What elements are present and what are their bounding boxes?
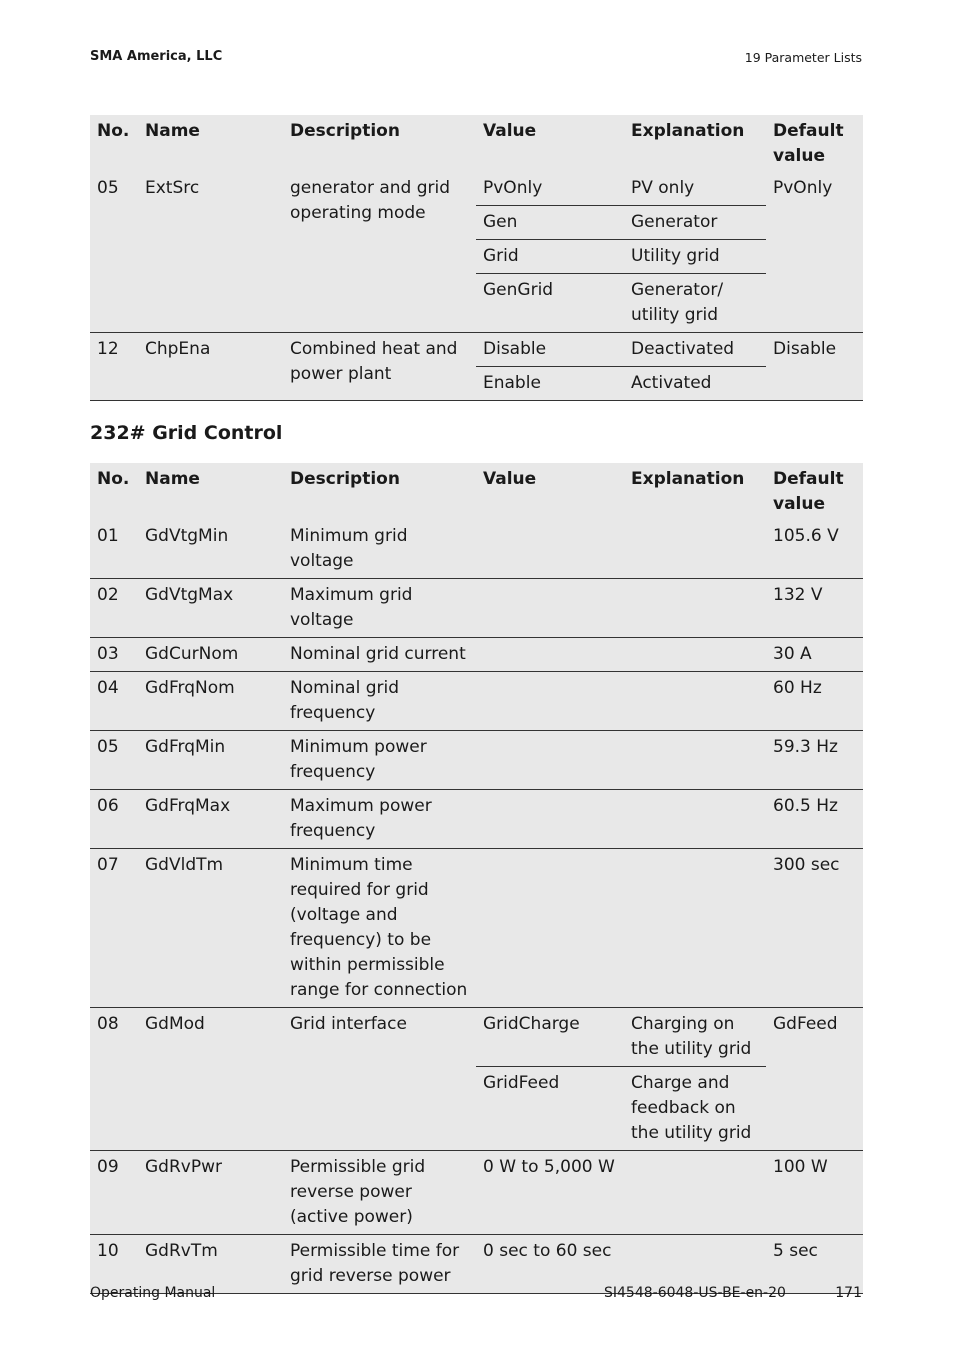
col-header-value: Value — [483, 469, 537, 489]
param-name: GdRvPwr — [138, 1151, 283, 1235]
param-explanation — [624, 638, 766, 672]
param-no: 01 — [97, 526, 119, 546]
param-value: Gen — [476, 206, 624, 240]
param-no: 05 — [90, 731, 138, 790]
param-default: 100 W — [766, 1151, 863, 1235]
param-default: 105.6 V — [773, 526, 839, 546]
table-row — [90, 520, 863, 579]
param-no: 12 — [90, 333, 138, 401]
param-value: GridFeed — [476, 1067, 624, 1151]
param-value: Grid — [476, 240, 624, 274]
table-row — [90, 1151, 863, 1235]
param-default: 300 sec — [766, 849, 863, 1008]
param-no: 03 — [90, 638, 138, 672]
param-no: 07 — [90, 849, 138, 1008]
param-default: 5 sec — [766, 1235, 863, 1294]
param-description: Permissible grid reverse power (active power) — [283, 1151, 476, 1235]
footer-manual-title: Operating Manual — [90, 1285, 216, 1301]
param-value — [476, 790, 624, 849]
parameter-table-grid-control — [90, 463, 863, 1294]
param-value: 0 sec to 60 sec — [476, 1235, 624, 1294]
footer-doc-id: SI4548-6048-US-BE-en-20 — [604, 1285, 786, 1301]
param-explanation — [624, 672, 766, 731]
param-name: GdMod — [138, 1008, 283, 1151]
col-header-no: No. — [97, 121, 130, 141]
param-name: ChpEna — [138, 333, 283, 401]
col-header-name: Name — [145, 469, 200, 489]
page-number: 171 — [835, 1285, 862, 1301]
param-value — [476, 849, 624, 1008]
param-value: GenGrid — [476, 274, 624, 333]
param-no: 04 — [90, 672, 138, 731]
col-header-no: No. — [97, 469, 130, 489]
param-value: GridCharge — [476, 1008, 624, 1067]
table-row — [90, 790, 863, 849]
param-no: 05 — [97, 178, 119, 198]
param-description: Minimum power frequency — [283, 731, 476, 790]
param-explanation — [624, 731, 766, 790]
param-name: GdFrqMax — [138, 790, 283, 849]
table-row — [90, 849, 863, 1008]
param-explanation: Charge and feedback on the utility grid — [624, 1067, 766, 1151]
param-explanation: Charging on the utility grid — [624, 1008, 766, 1067]
parameter-table-operating-mode — [90, 115, 863, 401]
param-default: 132 V — [766, 579, 863, 638]
param-value — [476, 638, 624, 672]
param-name: GdVldTm — [138, 849, 283, 1008]
param-description: Combined heat and power plant — [283, 333, 476, 401]
param-explanation: Generator — [624, 206, 766, 240]
param-default: Disable — [766, 333, 863, 401]
param-description: Grid interface — [283, 1008, 476, 1151]
param-value: Disable — [476, 333, 624, 367]
param-name: GdVtgMin — [145, 526, 229, 546]
param-value: PvOnly — [483, 178, 543, 198]
param-no: 10 — [90, 1235, 138, 1294]
param-explanation — [624, 579, 766, 638]
table-row — [90, 172, 863, 206]
param-description: Maximum power frequency — [283, 790, 476, 849]
table-row — [90, 333, 863, 367]
param-no: 06 — [90, 790, 138, 849]
table-header-row — [90, 115, 863, 172]
col-header-description: Description — [290, 121, 400, 141]
param-name: ExtSrc — [145, 178, 200, 198]
param-explanation: PV only — [631, 178, 695, 198]
param-value — [476, 731, 624, 790]
param-description: Minimum grid voltage — [290, 526, 408, 571]
param-default: 60 Hz — [766, 672, 863, 731]
param-explanation: Generator/ utility grid — [624, 274, 766, 333]
chapter-title: 19 Parameter Lists — [744, 50, 862, 65]
param-description: generator and grid operating mode — [290, 178, 451, 223]
param-no: 08 — [90, 1008, 138, 1151]
table-row — [90, 1008, 863, 1067]
param-no: 02 — [90, 579, 138, 638]
param-description: Nominal grid current — [283, 638, 476, 672]
param-description: Permissible time for grid reverse power — [283, 1235, 476, 1294]
param-value: 0 W to 5,000 W — [476, 1151, 624, 1235]
param-name: GdFrqMin — [138, 731, 283, 790]
param-name: GdCurNom — [138, 638, 283, 672]
param-value — [476, 520, 624, 579]
param-value — [476, 579, 624, 638]
param-explanation: Activated — [624, 367, 766, 401]
table-header-row — [90, 463, 863, 520]
col-header-value: Value — [483, 121, 537, 141]
table-row — [90, 731, 863, 790]
param-default: PvOnly — [773, 178, 833, 198]
param-explanation — [624, 790, 766, 849]
company-name: SMA America, LLC — [90, 49, 223, 64]
param-value — [476, 672, 624, 731]
col-header-name: Name — [145, 121, 200, 141]
param-name: GdFrqNom — [138, 672, 283, 731]
param-explanation — [624, 1151, 766, 1235]
param-explanation: Utility grid — [624, 240, 766, 274]
param-value: Enable — [476, 367, 624, 401]
section-heading: 232# Grid Control — [90, 422, 283, 444]
param-default: 30 A — [766, 638, 863, 672]
param-description: Maximum grid voltage — [283, 579, 476, 638]
col-header-default: Default value — [773, 121, 844, 166]
param-default: 59.3 Hz — [766, 731, 863, 790]
table-row — [90, 579, 863, 638]
param-explanation — [624, 520, 766, 579]
col-header-description: Description — [290, 469, 400, 489]
col-header-explanation: Explanation — [631, 121, 745, 141]
col-header-explanation: Explanation — [631, 469, 745, 489]
param-description: Minimum time required for grid (voltage and frequency) to be within permissible range for connection — [283, 849, 476, 1008]
param-default: GdFeed — [766, 1008, 863, 1151]
param-description: Nominal grid frequency — [283, 672, 476, 731]
param-default: 60.5 Hz — [766, 790, 863, 849]
param-no: 09 — [90, 1151, 138, 1235]
col-header-default: Default value — [773, 469, 844, 514]
param-name: GdVtgMax — [138, 579, 283, 638]
table-row — [90, 672, 863, 731]
table-row — [90, 638, 863, 672]
param-explanation — [624, 849, 766, 1008]
param-explanation: Deactivated — [624, 333, 766, 367]
param-name: GdRvTm — [138, 1235, 283, 1294]
